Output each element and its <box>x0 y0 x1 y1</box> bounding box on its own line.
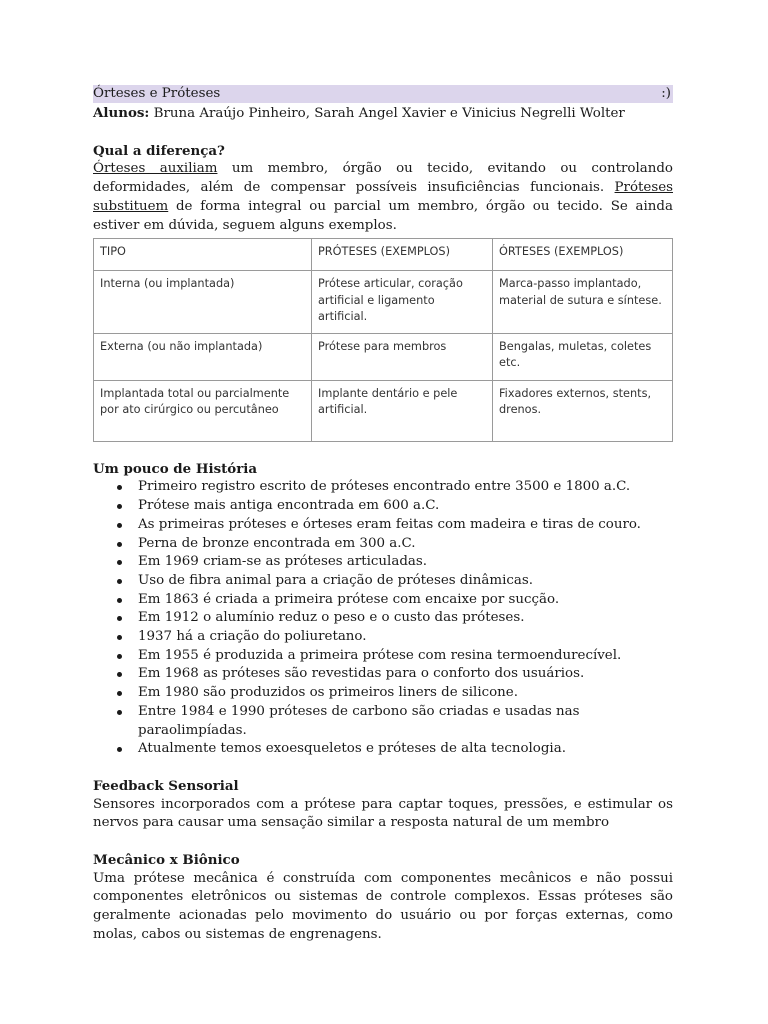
difference-heading: Qual a diferença? <box>93 142 225 159</box>
list-item: Prótese mais antiga encontrada em 600 a.C. <box>93 497 673 516</box>
authors-label: Alunos: <box>93 105 150 121</box>
authors-names: Bruna Araújo Pinheiro, Sarah Angel Xavier e Vinicius Negrelli Wolter <box>149 106 625 121</box>
table-header-cell: TIPO <box>94 239 312 271</box>
table-cell: Implante dentário e pele artificial. <box>312 380 493 441</box>
smiley: :) <box>661 85 671 101</box>
authors-line <box>93 104 673 124</box>
proteses-term: Próteses substituem <box>93 180 673 214</box>
table-header-cell: ÓRTESES (EXEMPLOS) <box>493 239 673 271</box>
comparison-table <box>93 238 673 442</box>
list-item: Entre 1984 e 1990 próteses de carbono são criadas e usadas nas paraolimpíadas. <box>93 703 673 740</box>
list-item: Em 1955 é produzida a primeira prótese com resina termoendurecível. <box>93 647 673 666</box>
table-cell: Fixadores externos, stents, drenos. <box>493 380 673 441</box>
feedback-heading: Feedback Sensorial <box>93 777 239 794</box>
document-title: Órteses e Próteses <box>93 85 221 101</box>
feedback-paragraph: Sensores incorporados com a prótese para captar toques, pressões, e estimular os nervos para causar uma sensação similar a resposta natural de um membro <box>93 796 673 831</box>
table-row <box>94 333 673 380</box>
table-header-cell: PRÓTESES (EXEMPLOS) <box>312 239 493 271</box>
table-row <box>94 271 673 334</box>
list-item: Em 1912 o alumínio reduz o peso e o custo das próteses. <box>93 609 673 628</box>
table-header-row <box>94 239 673 271</box>
mechanic-heading: Mecânico x Biônico <box>93 852 240 869</box>
list-item: Perna de bronze encontrada em 300 a.C. <box>93 535 673 554</box>
table-cell: Interna (ou implantada) <box>94 271 312 334</box>
table-cell: Prótese articular, coração artificial e ligamento artificial. <box>312 271 493 334</box>
table-cell: Prótese para membros <box>312 333 493 380</box>
proteses-text: de forma integral ou parcial um membro, órgão ou tecido. Se ainda estiver em dúvida, seguem alguns exemplos. <box>93 198 673 233</box>
document-page <box>93 85 673 945</box>
list-item: Atualmente temos exoesqueletos e próteses de alta tecnologia. <box>93 740 673 759</box>
orteses-text: um membro, órgão ou tecido, evitando ou controlando deformidades, além de compensar possíveis insuficiências funcionais. <box>93 161 673 196</box>
history-list <box>93 478 673 759</box>
mechanic-paragraph: Uma prótese mecânica é construída com componentes mecânicos e não possui componentes eletrônicos ou sistemas de controle complexos. Essas próteses são geralmente acionadas pelo movimento do usuário ou por forças externas, como molas, cabos ou sistemas de engrenagens. <box>93 870 673 942</box>
table-cell: Bengalas, muletas, coletes etc. <box>493 333 673 380</box>
orteses-term: Órteses auxiliam <box>93 161 218 177</box>
list-item: Primeiro registro escrito de próteses encontrado entre 3500 e 1800 a.C. <box>93 478 673 497</box>
list-item: Em 1969 criam-se as próteses articuladas. <box>93 553 673 572</box>
list-item: Uso de fibra animal para a criação de próteses dinâmicas. <box>93 572 673 591</box>
table-cell: Marca-passo implantado, material de sutura e síntese. <box>493 271 673 334</box>
difference-paragraph <box>93 160 673 235</box>
table-cell: Implantada total ou parcialmente por ato cirúrgico ou percutâneo <box>94 380 312 441</box>
list-item: Em 1863 é criada a primeira prótese com encaixe por sucção. <box>93 591 673 610</box>
list-item: 1937 há a criação do poliuretano. <box>93 628 673 647</box>
table-cell: Externa (ou não implantada) <box>94 333 312 380</box>
history-heading: Um pouco de História <box>93 460 258 477</box>
table-row <box>94 380 673 441</box>
list-item: Em 1968 as próteses são revestidas para o conforto dos usuários. <box>93 665 673 684</box>
list-item: As primeiras próteses e órteses eram feitas com madeira e tiras de couro. <box>93 516 673 535</box>
list-item: Em 1980 são produzidos os primeiros liners de silicone. <box>93 684 673 703</box>
title-bar <box>93 85 673 103</box>
